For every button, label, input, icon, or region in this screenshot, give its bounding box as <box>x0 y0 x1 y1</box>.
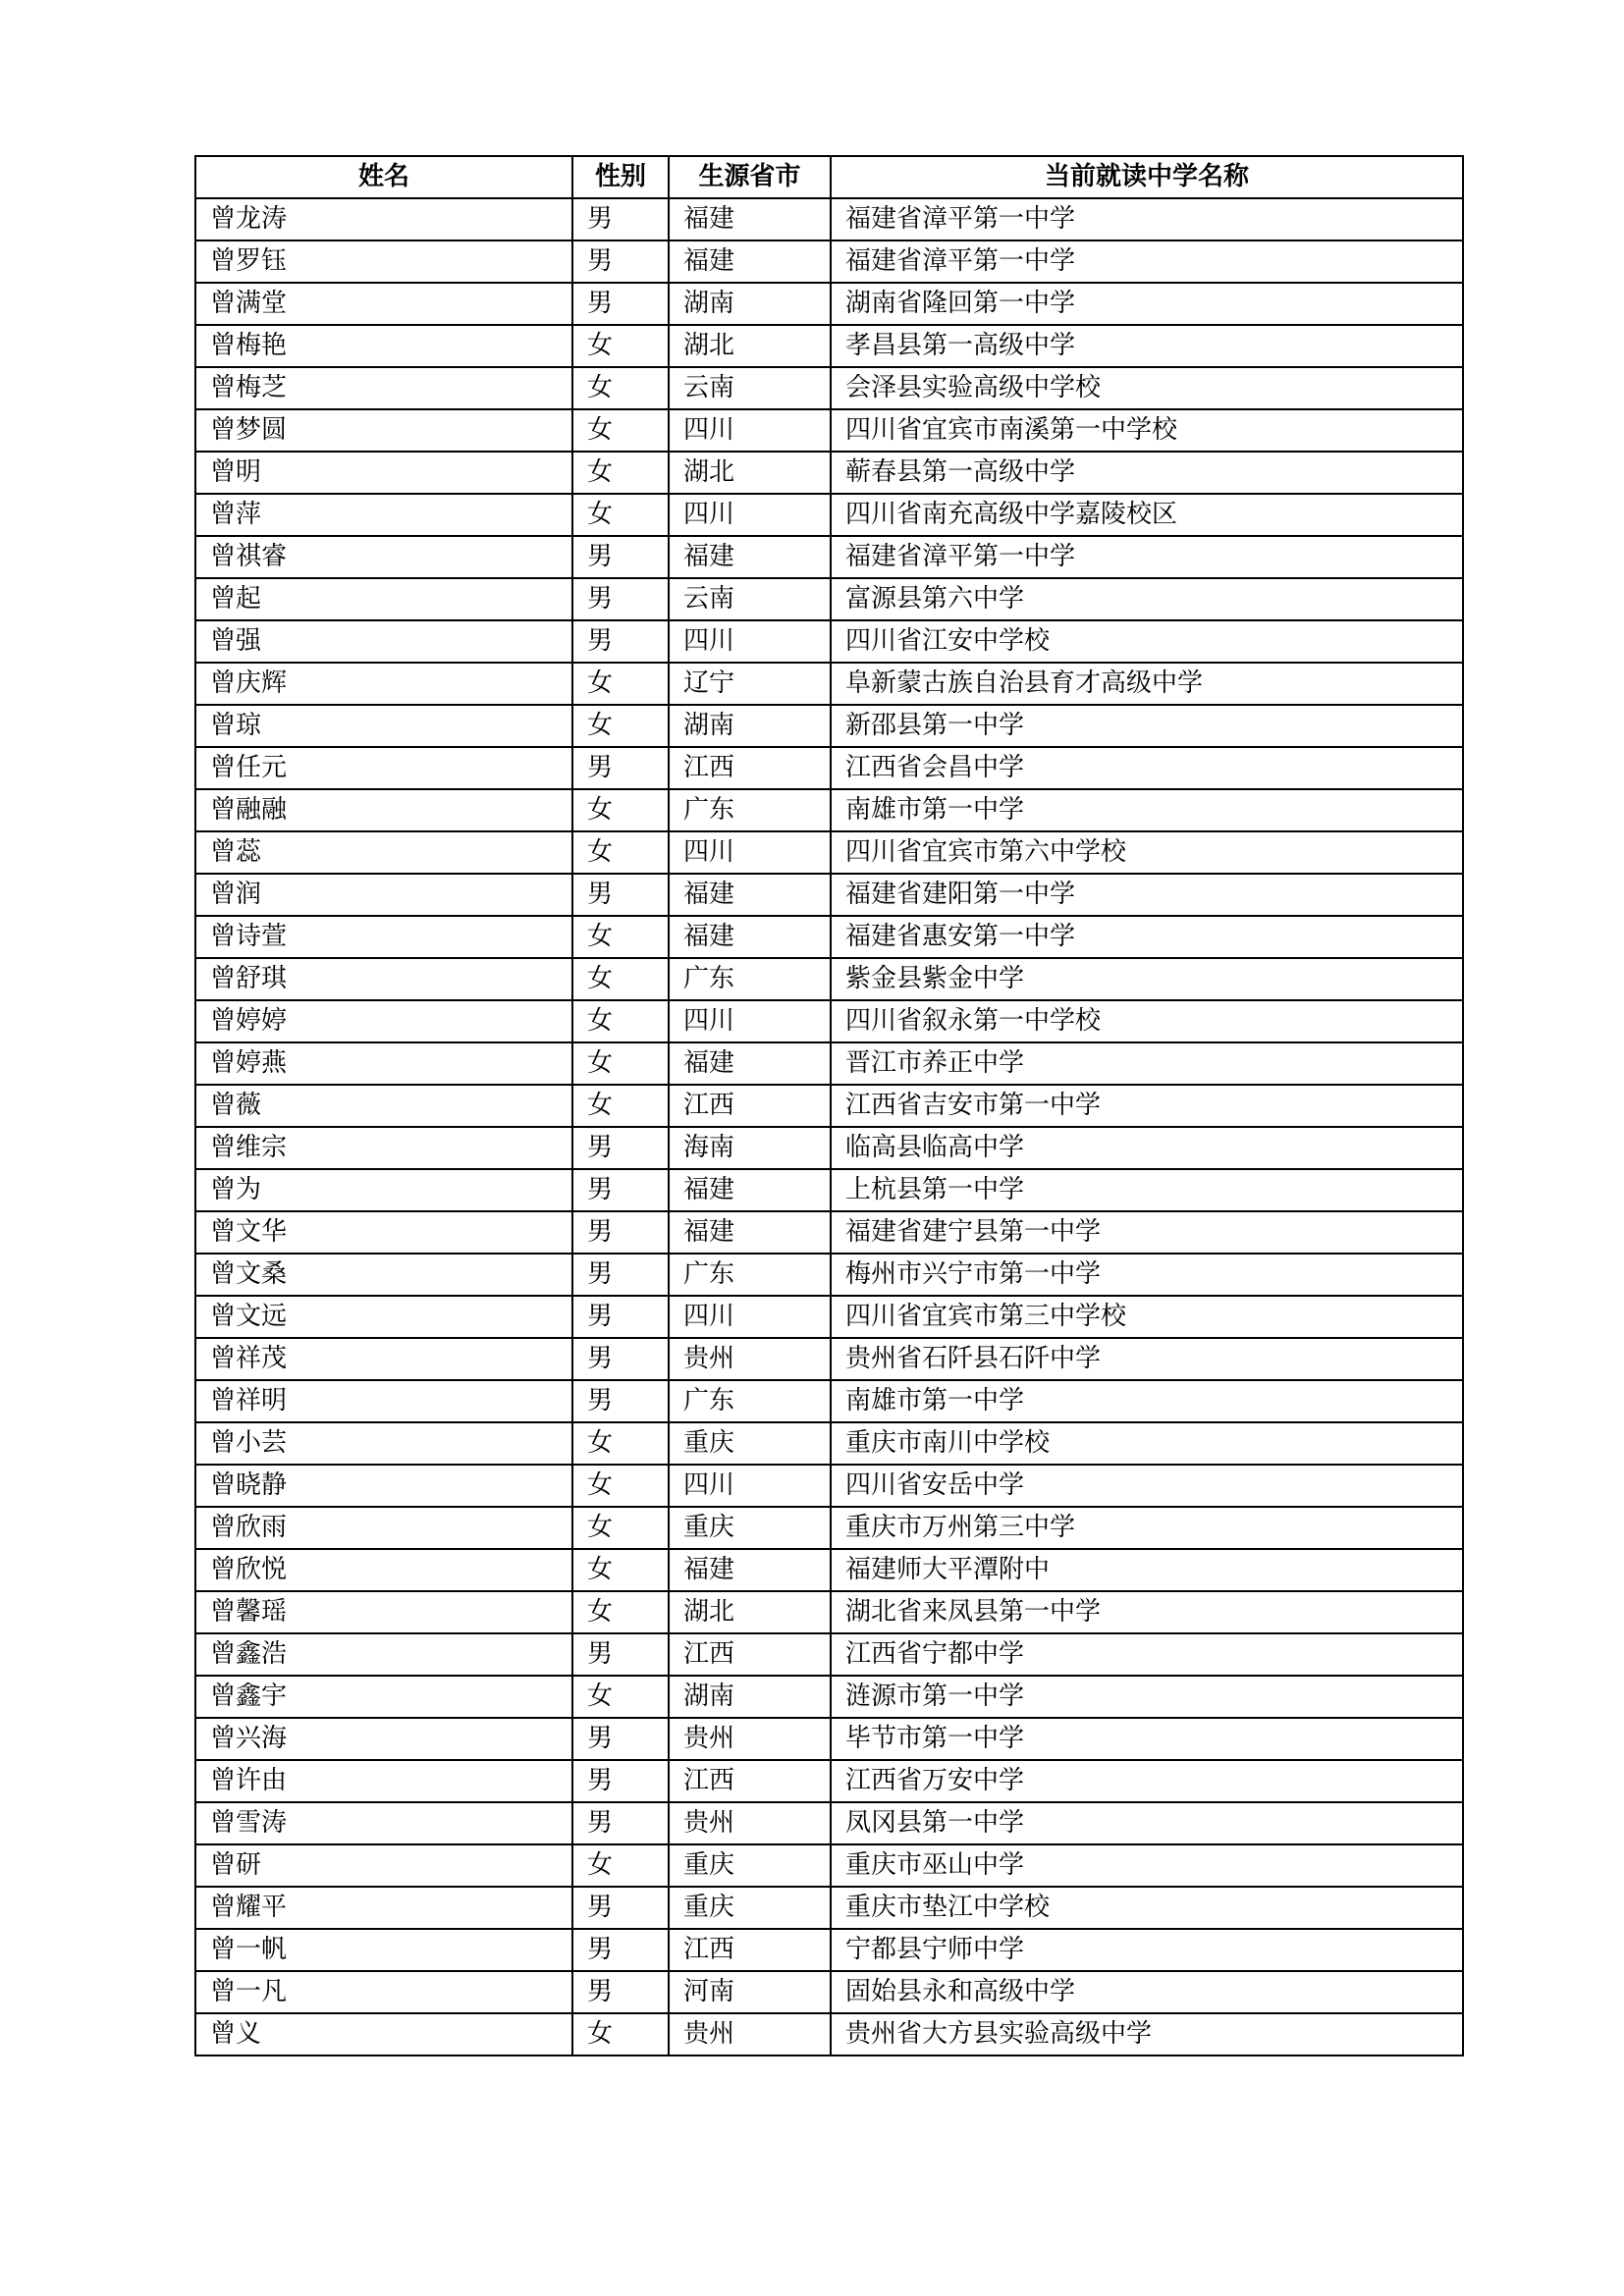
table-row <box>195 1507 1463 1549</box>
cell-province: 贵州 <box>669 1802 831 1844</box>
table-row <box>195 1338 1463 1380</box>
cell-gender: 女 <box>572 705 669 747</box>
cell-gender: 女 <box>572 1000 669 1042</box>
table-row <box>195 240 1463 283</box>
cell-name: 曾罗钰 <box>195 240 572 283</box>
cell-province: 福建 <box>669 1211 831 1254</box>
cell-name: 曾婷婷 <box>195 1000 572 1042</box>
cell-school: 湖南省隆回第一中学 <box>831 283 1463 325</box>
cell-school: 四川省宜宾市南溪第一中学校 <box>831 409 1463 452</box>
table-row <box>195 789 1463 831</box>
cell-name: 曾蕊 <box>195 831 572 874</box>
table-row <box>195 452 1463 494</box>
cell-name: 曾维宗 <box>195 1127 572 1169</box>
cell-school: 紫金县紫金中学 <box>831 958 1463 1000</box>
table-row <box>195 1127 1463 1169</box>
cell-name: 曾文远 <box>195 1296 572 1338</box>
cell-province: 江西 <box>669 747 831 789</box>
cell-gender: 女 <box>572 1042 669 1085</box>
cell-gender: 女 <box>572 1422 669 1465</box>
cell-gender: 女 <box>572 1676 669 1718</box>
cell-gender: 男 <box>572 1633 669 1676</box>
cell-name: 曾耀平 <box>195 1887 572 1929</box>
cell-name: 曾一凡 <box>195 1971 572 2013</box>
cell-gender: 女 <box>572 1507 669 1549</box>
cell-name: 曾义 <box>195 2013 572 2056</box>
cell-name: 曾龙涛 <box>195 198 572 240</box>
cell-province: 广东 <box>669 958 831 1000</box>
cell-gender: 男 <box>572 1254 669 1296</box>
table-row <box>195 1549 1463 1591</box>
cell-school: 重庆市南川中学校 <box>831 1422 1463 1465</box>
cell-gender: 男 <box>572 578 669 620</box>
table-row <box>195 1169 1463 1211</box>
cell-name: 曾融融 <box>195 789 572 831</box>
cell-gender: 女 <box>572 452 669 494</box>
student-table <box>194 155 1464 2056</box>
table-row <box>195 1971 1463 2013</box>
cell-gender: 女 <box>572 916 669 958</box>
cell-province: 福建 <box>669 1042 831 1085</box>
cell-province: 湖南 <box>669 283 831 325</box>
cell-school: 毕节市第一中学 <box>831 1718 1463 1760</box>
cell-name: 曾祥茂 <box>195 1338 572 1380</box>
cell-school: 福建省漳平第一中学 <box>831 198 1463 240</box>
cell-gender: 男 <box>572 240 669 283</box>
cell-name: 曾任元 <box>195 747 572 789</box>
cell-gender: 女 <box>572 1844 669 1887</box>
cell-name: 曾琼 <box>195 705 572 747</box>
table-row <box>195 958 1463 1000</box>
cell-name: 曾馨瑶 <box>195 1591 572 1633</box>
cell-province: 云南 <box>669 367 831 409</box>
cell-province: 广东 <box>669 789 831 831</box>
cell-province: 贵州 <box>669 1338 831 1380</box>
cell-province: 福建 <box>669 536 831 578</box>
cell-school: 晋江市养正中学 <box>831 1042 1463 1085</box>
cell-gender: 男 <box>572 1127 669 1169</box>
cell-school: 蕲春县第一高级中学 <box>831 452 1463 494</box>
cell-name: 曾雪涛 <box>195 1802 572 1844</box>
cell-gender: 女 <box>572 663 669 705</box>
cell-gender: 女 <box>572 409 669 452</box>
cell-school: 四川省江安中学校 <box>831 620 1463 663</box>
cell-school: 福建省建宁县第一中学 <box>831 1211 1463 1254</box>
table-row <box>195 663 1463 705</box>
cell-school: 新邵县第一中学 <box>831 705 1463 747</box>
cell-province: 福建 <box>669 1169 831 1211</box>
cell-gender: 女 <box>572 1549 669 1591</box>
cell-province: 河南 <box>669 1971 831 2013</box>
cell-gender: 男 <box>572 620 669 663</box>
table-row <box>195 874 1463 916</box>
table-row <box>195 367 1463 409</box>
table-row <box>195 831 1463 874</box>
cell-gender: 男 <box>572 1296 669 1338</box>
cell-school: 福建省惠安第一中学 <box>831 916 1463 958</box>
cell-name: 曾润 <box>195 874 572 916</box>
cell-gender: 女 <box>572 367 669 409</box>
table-row <box>195 1422 1463 1465</box>
cell-gender: 男 <box>572 1211 669 1254</box>
cell-gender: 女 <box>572 2013 669 2056</box>
cell-name: 曾文桑 <box>195 1254 572 1296</box>
cell-name: 曾祺睿 <box>195 536 572 578</box>
cell-name: 曾研 <box>195 1844 572 1887</box>
cell-name: 曾兴海 <box>195 1718 572 1760</box>
cell-gender: 男 <box>572 874 669 916</box>
cell-school: 福建省漳平第一中学 <box>831 536 1463 578</box>
cell-school: 贵州省大方县实验高级中学 <box>831 2013 1463 2056</box>
table-row <box>195 747 1463 789</box>
table-row <box>195 1844 1463 1887</box>
table-row <box>195 1042 1463 1085</box>
header-gender: 性别 <box>572 156 669 198</box>
table-row <box>195 2013 1463 2056</box>
cell-province: 江西 <box>669 1085 831 1127</box>
cell-name: 曾梅艳 <box>195 325 572 367</box>
cell-gender: 男 <box>572 1929 669 1971</box>
cell-name: 曾强 <box>195 620 572 663</box>
cell-school: 重庆市垫江中学校 <box>831 1887 1463 1929</box>
table-row <box>195 494 1463 536</box>
cell-province: 江西 <box>669 1929 831 1971</box>
cell-province: 四川 <box>669 494 831 536</box>
cell-name: 曾小芸 <box>195 1422 572 1465</box>
cell-school: 福建师大平潭附中 <box>831 1549 1463 1591</box>
cell-name: 曾梦圆 <box>195 409 572 452</box>
table-row <box>195 620 1463 663</box>
cell-school: 福建省漳平第一中学 <box>831 240 1463 283</box>
table-row <box>195 1211 1463 1254</box>
cell-province: 福建 <box>669 916 831 958</box>
cell-school: 江西省宁都中学 <box>831 1633 1463 1676</box>
cell-gender: 男 <box>572 1169 669 1211</box>
cell-province: 四川 <box>669 831 831 874</box>
cell-province: 湖南 <box>669 705 831 747</box>
table-row <box>195 536 1463 578</box>
cell-gender: 女 <box>572 831 669 874</box>
cell-school: 会泽县实验高级中学校 <box>831 367 1463 409</box>
cell-province: 四川 <box>669 620 831 663</box>
cell-gender: 男 <box>572 536 669 578</box>
table-row <box>195 325 1463 367</box>
cell-gender: 女 <box>572 325 669 367</box>
cell-school: 涟源市第一中学 <box>831 1676 1463 1718</box>
cell-province: 广东 <box>669 1254 831 1296</box>
cell-name: 曾明 <box>195 452 572 494</box>
cell-name: 曾舒琪 <box>195 958 572 1000</box>
cell-name: 曾许由 <box>195 1760 572 1802</box>
cell-name: 曾诗萱 <box>195 916 572 958</box>
cell-province: 湖北 <box>669 325 831 367</box>
table-row <box>195 1802 1463 1844</box>
cell-school: 宁都县宁师中学 <box>831 1929 1463 1971</box>
table-row <box>195 1380 1463 1422</box>
cell-gender: 男 <box>572 283 669 325</box>
table-row <box>195 705 1463 747</box>
cell-province: 重庆 <box>669 1844 831 1887</box>
table-row <box>195 1591 1463 1633</box>
cell-name: 曾起 <box>195 578 572 620</box>
cell-gender: 女 <box>572 1465 669 1507</box>
cell-name: 曾为 <box>195 1169 572 1211</box>
cell-name: 曾晓静 <box>195 1465 572 1507</box>
cell-gender: 男 <box>572 1887 669 1929</box>
cell-gender: 男 <box>572 1802 669 1844</box>
cell-school: 四川省南充高级中学嘉陵校区 <box>831 494 1463 536</box>
cell-province: 福建 <box>669 1549 831 1591</box>
table-row <box>195 1085 1463 1127</box>
cell-province: 重庆 <box>669 1507 831 1549</box>
cell-name: 曾文华 <box>195 1211 572 1254</box>
header-name: 姓名 <box>195 156 572 198</box>
cell-province: 四川 <box>669 1465 831 1507</box>
table-row <box>195 198 1463 240</box>
cell-gender: 男 <box>572 1380 669 1422</box>
cell-school: 南雄市第一中学 <box>831 1380 1463 1422</box>
cell-gender: 男 <box>572 1718 669 1760</box>
cell-gender: 男 <box>572 1338 669 1380</box>
cell-name: 曾一帆 <box>195 1929 572 1971</box>
cell-province: 贵州 <box>669 1718 831 1760</box>
cell-province: 福建 <box>669 874 831 916</box>
cell-name: 曾鑫浩 <box>195 1633 572 1676</box>
cell-school: 上杭县第一中学 <box>831 1169 1463 1211</box>
cell-gender: 女 <box>572 494 669 536</box>
cell-name: 曾欣悦 <box>195 1549 572 1591</box>
cell-province: 江西 <box>669 1633 831 1676</box>
cell-province: 四川 <box>669 1000 831 1042</box>
table-row <box>195 578 1463 620</box>
table-row <box>195 1760 1463 1802</box>
cell-school: 江西省万安中学 <box>831 1760 1463 1802</box>
cell-gender: 男 <box>572 1760 669 1802</box>
cell-school: 四川省宜宾市第三中学校 <box>831 1296 1463 1338</box>
cell-school: 南雄市第一中学 <box>831 789 1463 831</box>
cell-province: 辽宁 <box>669 663 831 705</box>
table-row <box>195 1718 1463 1760</box>
table-row <box>195 1929 1463 1971</box>
cell-name: 曾婷燕 <box>195 1042 572 1085</box>
cell-province: 重庆 <box>669 1422 831 1465</box>
cell-school: 凤冈县第一中学 <box>831 1802 1463 1844</box>
table-row <box>195 1000 1463 1042</box>
cell-name: 曾欣雨 <box>195 1507 572 1549</box>
cell-province: 贵州 <box>669 2013 831 2056</box>
cell-school: 孝昌县第一高级中学 <box>831 325 1463 367</box>
table-row <box>195 1633 1463 1676</box>
cell-school: 湖北省来凤县第一中学 <box>831 1591 1463 1633</box>
cell-gender: 女 <box>572 789 669 831</box>
table-row <box>195 1465 1463 1507</box>
cell-name: 曾庆辉 <box>195 663 572 705</box>
cell-province: 福建 <box>669 198 831 240</box>
cell-province: 湖北 <box>669 1591 831 1633</box>
cell-province: 重庆 <box>669 1887 831 1929</box>
cell-school: 阜新蒙古族自治县育才高级中学 <box>831 663 1463 705</box>
cell-gender: 男 <box>572 198 669 240</box>
cell-province: 福建 <box>669 240 831 283</box>
cell-province: 湖北 <box>669 452 831 494</box>
cell-school: 贵州省石阡县石阡中学 <box>831 1338 1463 1380</box>
table-row <box>195 916 1463 958</box>
cell-school: 重庆市巫山中学 <box>831 1844 1463 1887</box>
cell-name: 曾梅芝 <box>195 367 572 409</box>
cell-name: 曾萍 <box>195 494 572 536</box>
cell-name: 曾祥明 <box>195 1380 572 1422</box>
header-province: 生源省市 <box>669 156 831 198</box>
cell-school: 江西省吉安市第一中学 <box>831 1085 1463 1127</box>
cell-province: 四川 <box>669 1296 831 1338</box>
cell-province: 云南 <box>669 578 831 620</box>
table-row <box>195 1676 1463 1718</box>
cell-school: 富源县第六中学 <box>831 578 1463 620</box>
cell-school: 四川省宜宾市第六中学校 <box>831 831 1463 874</box>
cell-gender: 男 <box>572 747 669 789</box>
table-row <box>195 1887 1463 1929</box>
header-school: 当前就读中学名称 <box>831 156 1463 198</box>
cell-name: 曾薇 <box>195 1085 572 1127</box>
table-row <box>195 409 1463 452</box>
cell-school: 江西省会昌中学 <box>831 747 1463 789</box>
cell-province: 海南 <box>669 1127 831 1169</box>
cell-province: 四川 <box>669 409 831 452</box>
cell-school: 四川省叙永第一中学校 <box>831 1000 1463 1042</box>
cell-province: 广东 <box>669 1380 831 1422</box>
cell-school: 重庆市万州第三中学 <box>831 1507 1463 1549</box>
cell-school: 福建省建阳第一中学 <box>831 874 1463 916</box>
cell-province: 湖南 <box>669 1676 831 1718</box>
table-row <box>195 283 1463 325</box>
cell-province: 江西 <box>669 1760 831 1802</box>
cell-school: 固始县永和高级中学 <box>831 1971 1463 2013</box>
cell-gender: 女 <box>572 958 669 1000</box>
cell-school: 四川省安岳中学 <box>831 1465 1463 1507</box>
cell-school: 临高县临高中学 <box>831 1127 1463 1169</box>
cell-name: 曾鑫宇 <box>195 1676 572 1718</box>
cell-name: 曾满堂 <box>195 283 572 325</box>
table-header-row <box>195 156 1463 198</box>
table-row <box>195 1254 1463 1296</box>
cell-gender: 男 <box>572 1971 669 2013</box>
table-row <box>195 1296 1463 1338</box>
cell-school: 梅州市兴宁市第一中学 <box>831 1254 1463 1296</box>
cell-gender: 女 <box>572 1591 669 1633</box>
cell-gender: 女 <box>572 1085 669 1127</box>
